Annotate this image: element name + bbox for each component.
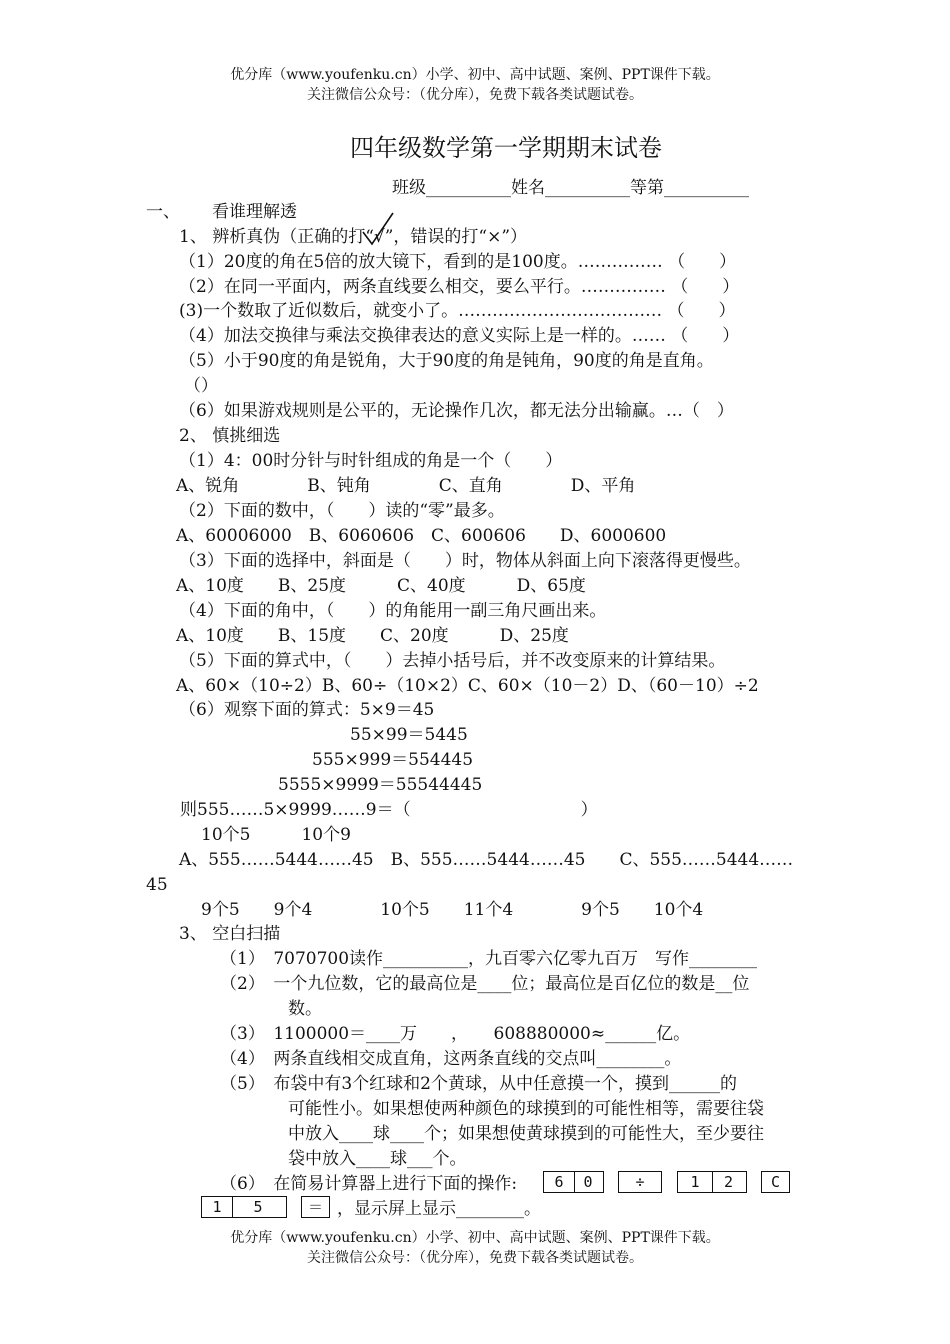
part1-heading: 1、 辨析真伪（正确的打“√”，错误的打“×”） — [179, 227, 528, 247]
part2-heading: 2、 慎挑细选 — [179, 426, 281, 446]
part3-heading: 3、 空白扫描 — [179, 924, 281, 944]
equation: 55×99＝5445 — [350, 725, 468, 745]
watermark-footer-line-2: 关注微信公众号：（优分库），免费下载各类试题试卷。 — [307, 1250, 643, 1266]
part1-item: (3)一个数取了近似数后，就变小了。……………………………… （ ） — [179, 301, 736, 321]
part2-line: （6）观察下面的算式：5×9＝45 — [179, 700, 435, 720]
part1-item: （） — [184, 376, 218, 396]
part1-item: （1）20度的角在5倍的放大镜下，看到的是100度。…………… （ ） — [179, 252, 737, 272]
part2-question-counts: 10个5 10个9 — [201, 825, 351, 845]
part3-line: （5） 布袋中有3个红球和2个黄球，从中任意摸一个，摸到______的 — [220, 1074, 737, 1094]
calc-key-60 — [543, 1171, 604, 1193]
part1-item: （6）如果游戏规则是公平的，无论操作几次，都无法分出输赢。…（ ） — [179, 401, 734, 421]
calc-key-divide: ÷ — [618, 1171, 662, 1193]
part1-item: （4）加法交换律与乘法交换律表达的意义实际上是一样的。…… （ ） — [179, 326, 740, 346]
part2-line: A、锐角 B、钝角 C、直角 D、平角 — [176, 476, 636, 496]
part2-question: 则555……5×9999……9＝（ ） — [180, 800, 598, 820]
calc-digit: 5 — [253, 1198, 263, 1216]
part2-option-counts: 9个5 9个4 10个5 11个4 9个5 10个4 — [201, 900, 704, 920]
watermark-footer-line-1: 优分库（www.youfenku.cn）小学、初中、高中试题、案例、PPT课件下载。 — [230, 1230, 720, 1246]
part3-line: 袋中放入____球___个。 — [220, 1149, 467, 1169]
part3-line: （4） 两条直线相交成直角，这两条直线的交点叫________。 — [220, 1049, 682, 1069]
calc-digit: 1 — [690, 1173, 700, 1191]
watermark-line-2: 关注微信公众号：（优分库），免费下载各类试题试卷。 — [307, 87, 643, 103]
equation: 5555×9999＝55544445 — [278, 775, 483, 795]
calc-key-equals: ＝ — [301, 1196, 330, 1218]
part2-line: （4）下面的角中，（ ）的角能用一副三角尺画出来。 — [179, 601, 607, 621]
part1-item: （5）小于90度的角是锐角，大于90度的角是钝角，90度的角是直角。 — [179, 351, 714, 371]
part3-q6-tail: ，显示屏上显示________。 — [337, 1199, 541, 1219]
part2-line: （2）下面的数中，（ ）读的“零”最多。 — [179, 501, 505, 521]
part2-line: A、10度 B、15度 C、20度 D、25度 — [176, 626, 569, 646]
part3-q6-text: （6） 在简易计算器上进行下面的操作: — [220, 1174, 518, 1194]
part3-line: （3） 1100000＝____万 ， 608880000≈______亿。 — [220, 1024, 691, 1044]
section-title: 看谁理解透 — [212, 202, 297, 222]
checkmark-icon — [360, 210, 396, 248]
calc-digit: 6 — [554, 1173, 564, 1191]
calc-key-12 — [677, 1171, 747, 1193]
part3-line: （1） 7070700读作__________，九百零六亿零九百万 写作________ — [220, 949, 758, 969]
part3-line: 可能性小。如果想使两种颜色的球摸到的可能性相等，需要往袋 — [220, 1099, 764, 1119]
student-info-line: 班级__________姓名__________等第__________ — [392, 178, 749, 198]
calc-digit: 2 — [723, 1173, 734, 1191]
calc-key-15 — [201, 1196, 287, 1218]
part2-options-wrap: 45 — [146, 875, 168, 895]
part1-item: （2）在同一平面内，两条直线要么相交，要么平行。…………… （ ） — [179, 277, 740, 297]
part3-line: 中放入____球____个；如果想使黄球摸到的可能性大，至少要往 — [220, 1124, 764, 1144]
section-number: 一、 — [146, 202, 180, 222]
calc-digit: 1 — [212, 1198, 222, 1216]
calc-digit: 0 — [583, 1173, 593, 1191]
part3-line: 数。 — [220, 999, 322, 1019]
part2-line: A、60×（10÷2）B、60÷（10×2）C、60×（10－2）D、（60－10）÷2 — [176, 676, 759, 696]
part2-line: （5）下面的算式中，（ ）去掉小括号后，并不改变原来的计算结果。 — [179, 651, 726, 671]
part2-line: A、10度 B、25度 C、40度 D、65度 — [176, 576, 586, 596]
part2-line: （3）下面的选择中，斜面是（ ）时，物体从斜面上向下滚落得更慢些。 — [179, 551, 751, 571]
part2-line: A、60006000 B、6060606 C、600606 D、6000600 — [176, 526, 667, 546]
calc-key-clear: C — [761, 1171, 790, 1193]
equation: 555×999＝554445 — [312, 750, 474, 770]
part2-line: （1）4：00时分针与时针组成的角是一个（ ） — [179, 451, 563, 471]
part3-line: （2） 一个九位数，它的最高位是____位；最高位是百亿位的数是__位 — [220, 974, 750, 994]
watermark-line-1: 优分库（www.youfenku.cn）小学、初中、高中试题、案例、PPT课件下载。 — [230, 67, 720, 83]
page-title: 四年级数学第一学期期末试卷 — [350, 134, 662, 162]
part2-options: A、555……5444……45 B、555……5444……45 C、555……5444…… — [179, 850, 794, 870]
